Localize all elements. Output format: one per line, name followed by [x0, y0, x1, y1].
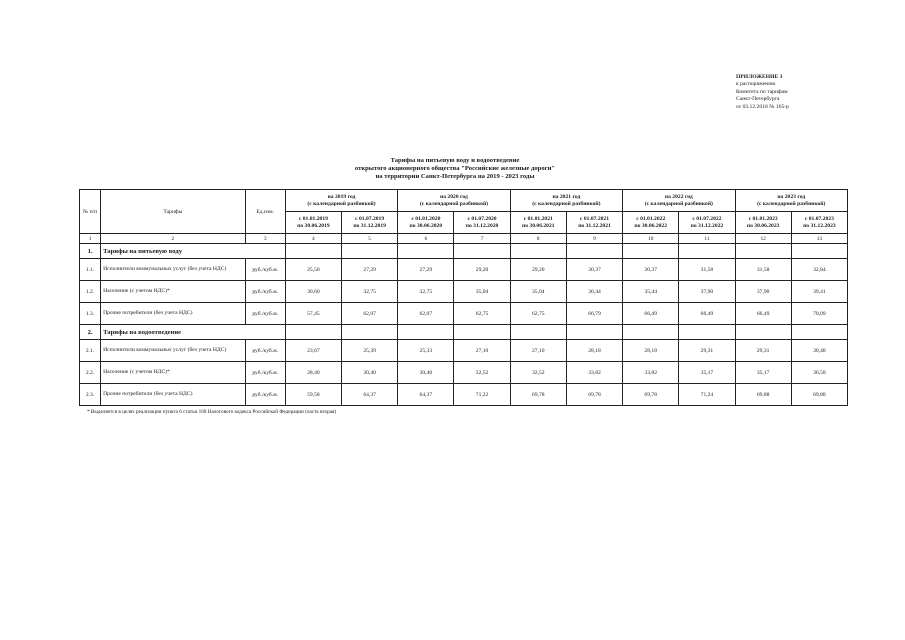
value-cell: 70,09	[791, 303, 847, 325]
header-tariffs: Тарифы	[101, 190, 246, 234]
header-year-2019: на 2019 год (с календарной разбивкой)	[285, 190, 397, 212]
header-period: с 01.07.2021 по 31.12.2021	[566, 212, 622, 234]
title-line: Тарифы на питьевую воду и водоотведение	[390, 157, 520, 164]
column-number: 2	[101, 234, 246, 244]
column-number: 4	[285, 234, 341, 244]
section-title: Тарифы на водоотведение	[101, 325, 286, 340]
value-cell: 36,58	[791, 362, 847, 384]
value-cell: 32,75	[342, 281, 398, 303]
annex-line: Комитета по тарифам	[736, 88, 788, 95]
section-row	[80, 244, 848, 259]
header-period: с 01.01.2021 по 30.06.2021	[510, 212, 566, 234]
value-cell: 23,67	[285, 340, 341, 362]
table-row	[80, 362, 848, 384]
value-cell: 66,49	[735, 303, 791, 325]
value-cell: 69,88	[735, 384, 791, 406]
value-cell: 35,17	[735, 362, 791, 384]
table-row	[80, 281, 848, 303]
value-cell: 27,29	[398, 259, 454, 281]
value-cell: 28,40	[285, 362, 341, 384]
value-cell: 30,60	[285, 281, 341, 303]
header-period: с 01.07.2020 по 31.12.2020	[454, 212, 510, 234]
value-cell: 35,04	[454, 281, 510, 303]
table-row	[80, 259, 848, 281]
value-cell: 69,88	[791, 384, 847, 406]
unit-cell: руб./куб.м.	[245, 362, 285, 384]
column-number: 10	[623, 234, 679, 244]
row-number: 1.2.	[80, 281, 101, 303]
annex-line: к распоряжению	[736, 81, 776, 88]
column-number: 1	[80, 234, 101, 244]
tariff-name: Население (с учетом НДС)*	[101, 281, 246, 303]
header-period: с 01.01.2020 по 30.06.2020	[398, 212, 454, 234]
value-cell: 59,58	[285, 384, 341, 406]
value-cell: 39,41	[791, 281, 847, 303]
value-cell: 69,78	[623, 384, 679, 406]
value-cell: 69,78	[566, 384, 622, 406]
value-cell: 37,90	[679, 281, 735, 303]
value-cell: 32,52	[454, 362, 510, 384]
value-cell: 62,75	[510, 303, 566, 325]
header-unit: Ед.изм.	[245, 190, 285, 234]
value-cell: 29,31	[679, 340, 735, 362]
header-year-2020: на 2020 год (с календарной разбивкой)	[398, 190, 510, 212]
column-number: 12	[735, 234, 791, 244]
value-cell: 37,90	[735, 281, 791, 303]
value-cell: 27,10	[454, 340, 510, 362]
value-cell: 28,18	[566, 340, 622, 362]
section-number: 2.	[80, 325, 101, 340]
value-cell: 30,37	[623, 259, 679, 281]
unit-cell: руб./куб.м.	[245, 340, 285, 362]
value-cell: 35,04	[510, 281, 566, 303]
value-cell: 64,37	[342, 384, 398, 406]
row-number: 2.1.	[80, 340, 101, 362]
value-cell: 25,50	[285, 259, 341, 281]
row-number: 2.2.	[80, 362, 101, 384]
header-year-2022: на 2022 год (с календарной разбивкой)	[623, 190, 735, 212]
unit-cell: руб./куб.м.	[245, 303, 285, 325]
value-cell: 71,24	[679, 384, 735, 406]
header-year-2023: на 2023 год (с календарной разбивкой)	[735, 190, 847, 212]
unit-cell: руб./куб.м.	[245, 281, 285, 303]
unit-cell: руб./куб.м.	[245, 384, 285, 406]
value-cell: 29,20	[454, 259, 510, 281]
value-cell: 28,18	[623, 340, 679, 362]
table-row	[80, 384, 848, 406]
value-cell: 35,17	[679, 362, 735, 384]
section-number: 1.	[80, 244, 101, 259]
value-cell: 66,49	[679, 303, 735, 325]
column-number: 8	[510, 234, 566, 244]
value-cell: 27,10	[510, 340, 566, 362]
value-cell: 66,49	[623, 303, 679, 325]
value-cell: 66,79	[566, 303, 622, 325]
table-row	[80, 340, 848, 362]
annex-header	[736, 74, 789, 111]
value-cell: 30,40	[398, 362, 454, 384]
value-cell: 62,07	[342, 303, 398, 325]
row-number: 2.3.	[80, 384, 101, 406]
tariff-name: Прочие потребители (без учета НДС)	[101, 384, 246, 406]
section-row	[80, 325, 848, 340]
header-period: с 01.07.2022 по 31.12.2022	[679, 212, 735, 234]
header-year-2021: на 2021 год (с календарной разбивкой)	[510, 190, 622, 212]
value-cell: 27,29	[342, 259, 398, 281]
header-period: с 01.01.2019 по 30.06.2019	[285, 212, 341, 234]
column-number: 9	[566, 234, 622, 244]
footnote: * Выделяется в целях реализации пункта 6 статьи 168 Налогового кодекса Российской Федерации (часть вторая)	[87, 409, 337, 415]
column-number: 6	[398, 234, 454, 244]
tariff-name: Прочие потребители (без учета НДС)	[101, 303, 246, 325]
value-cell: 57,45	[285, 303, 341, 325]
section-title: Тарифы на питьевую воду	[101, 244, 286, 259]
annex-line: от 03.12.2018 № 165-р	[736, 103, 789, 110]
value-cell: 71,22	[454, 384, 510, 406]
tariffs-table	[79, 189, 848, 406]
value-cell: 30,48	[791, 340, 847, 362]
value-cell: 30,40	[342, 362, 398, 384]
value-cell: 36,44	[566, 281, 622, 303]
value-cell: 35,44	[623, 281, 679, 303]
table-row	[80, 303, 848, 325]
value-cell: 64,37	[398, 384, 454, 406]
title-line: открытого акционерного общества "Российские железные дороги"	[354, 165, 556, 173]
column-number: 13	[791, 234, 847, 244]
document-title	[300, 157, 610, 182]
tariff-name: Исполнители коммунальных услуг (без учета НДС)	[101, 340, 246, 362]
value-cell: 33,82	[623, 362, 679, 384]
column-number: 3	[245, 234, 285, 244]
tariff-name: Исполнители коммунальных услуг (без учета НДС)	[101, 259, 246, 281]
header-num: № п/п	[80, 190, 101, 234]
value-cell: 32,84	[791, 259, 847, 281]
value-cell: 62,07	[398, 303, 454, 325]
column-number: 7	[454, 234, 510, 244]
value-cell: 31,58	[679, 259, 735, 281]
tariff-name: Население (с учетом НДС)*	[101, 362, 246, 384]
value-cell: 25,33	[398, 340, 454, 362]
value-cell: 33,82	[566, 362, 622, 384]
value-cell: 29,31	[735, 340, 791, 362]
value-cell: 31,58	[735, 259, 791, 281]
header-period: с 01.01.2022 по 30.06.2022	[623, 212, 679, 234]
title-line: на территории Санкт-Петербурга на 2019 - 2023 годы	[375, 173, 535, 181]
row-number: 1.1.	[80, 259, 101, 281]
value-cell: 62,75	[454, 303, 510, 325]
value-cell: 29,20	[510, 259, 566, 281]
value-cell: 32,52	[510, 362, 566, 384]
value-cell: 30,37	[566, 259, 622, 281]
column-number: 5	[342, 234, 398, 244]
value-cell: 32,75	[398, 281, 454, 303]
value-cell: 25,39	[342, 340, 398, 362]
unit-cell: руб./куб.м.	[245, 259, 285, 281]
annex-line: Санкт-Петербурга	[736, 96, 780, 103]
header-period: с 01.07.2019 по 31.12.2019	[342, 212, 398, 234]
header-period: с 01.01.2023 по 30.06.2023	[735, 212, 791, 234]
value-cell: 69,78	[510, 384, 566, 406]
row-number: 1.3.	[80, 303, 101, 325]
header-period: с 01.07.2023 по 31.12.2023	[791, 212, 847, 234]
column-number: 11	[679, 234, 735, 244]
annex-title: ПРИЛОЖЕНИЕ 3	[736, 74, 783, 80]
